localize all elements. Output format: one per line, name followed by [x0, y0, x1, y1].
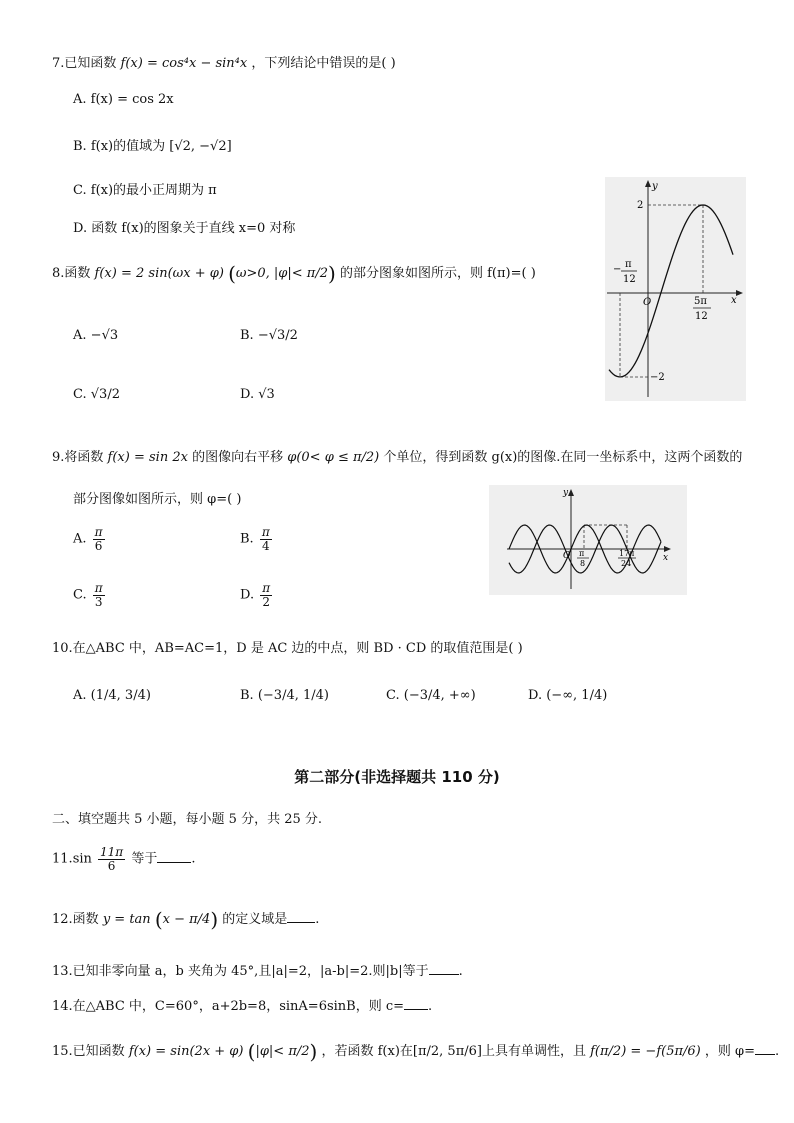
q8-ymin-label: −2: [650, 372, 665, 383]
q7-option-d: D. 函数 f(x)的图象关于直线 x=0 对称: [73, 221, 296, 236]
q15-answer-blank[interactable]: [755, 1054, 775, 1055]
q8-xleft-sign: −: [613, 264, 622, 275]
q8-ymax-label: 2: [637, 200, 644, 211]
q7-function: f(x) = cos⁴x − sin⁴x: [120, 56, 248, 71]
q7-option-a: A. f(x) = cos 2x: [73, 92, 174, 107]
q8-x-label: x: [731, 295, 737, 306]
q8-option-d: D. √3: [240, 387, 275, 402]
q9-option-a: A. $\frac{\pi}{6}$: [73, 525, 103, 553]
q9-option-d: D. $\frac{\pi}{2}$: [240, 581, 271, 609]
q12: 12.函数 y = tan (x − π/4) 的定义域是 .: [52, 907, 320, 932]
q10-option-d: D. (−∞, 1/4): [528, 688, 608, 703]
q9-stem: 9.将函数 f(x) = sin 2x 的图像向右平移 φ(0< φ ≤ π/2) 个单位，得到函数 g(x)的图像.在同一坐标系中，这两个函数的: [52, 450, 743, 465]
q7-option-c: C. f(x)的最小正周期为 π: [73, 183, 217, 198]
q8-option-a: A. −√3: [73, 328, 119, 343]
q8-y-label: y: [652, 181, 658, 192]
q9-x-label: x: [663, 553, 669, 563]
q8-option-c: C. √3/2: [73, 387, 120, 402]
q11: 11.sin $\frac{11\pi}{6}$ 等于 .: [52, 845, 196, 873]
q9-sine-graph: [489, 485, 687, 595]
q9-stem-line2: 部分图像如图所示，则 φ=( ): [73, 492, 242, 507]
q10-option-a: A. (1/4, 3/4): [73, 688, 151, 703]
q8-origin-label: O: [643, 297, 652, 308]
q7-stem: 7.已知函数 f(x) = cos⁴x − sin⁴x ，下列结论中错误的是( ): [52, 56, 396, 71]
q8-xleft-num: π: [625, 259, 632, 270]
q8-sine-graph: [605, 177, 746, 401]
q15: 15.已知函数 f(x) = sin(2x + φ) (|φ|< π/2) ，若函数 f(x)在[π/2, 5π/6]上具有单调性，且 f(π/2) = −f(5π/6) ，则 φ= .: [52, 1039, 780, 1064]
q10-option-b: B. (−3/4, 1/4): [240, 688, 329, 703]
q9-function: f(x) = sin 2x: [107, 450, 188, 465]
q8-xleft-den: 12: [623, 274, 636, 285]
q9-tick1-num: π: [579, 549, 585, 558]
q8-xright-num: 5π: [694, 296, 707, 307]
q8-xright-den: 12: [695, 311, 708, 322]
q9-tick2-den: 24: [621, 559, 632, 568]
part2-intro: 二、填空题共 5 小题，每小题 5 分，共 25 分.: [52, 812, 323, 827]
q8-condition: ω>0, |φ|< π/2: [235, 266, 329, 281]
q9-option-c: C. $\frac{\pi}{3}$: [73, 581, 103, 609]
q14-answer-blank[interactable]: [404, 1009, 428, 1010]
part2-title: 第二部分(非选择题共 110 分): [294, 768, 500, 786]
q9-tick2-num: 17π: [619, 549, 635, 558]
q8-option-b: B. −√3/2: [240, 328, 298, 343]
q9-shift: φ(0< φ ≤ π/2): [287, 450, 380, 465]
q14: 14.在△ABC 中，C=60°，a+2b=8，sinA=6sinB，则 c= .: [52, 999, 433, 1014]
q13: 13.已知非零向量 a，b 夹角为 45°,且|a|=2，|a-b|=2.则|b|等于 .: [52, 964, 463, 979]
q10-option-c: C. (−3/4, +∞): [386, 688, 476, 703]
q10-stem: 10.在△ABC 中，AB=AC=1，D 是 AC 边的中点，则 BD · CD 的取值范围是( ): [52, 641, 523, 656]
q7-option-b: B. f(x)的值域为 [√2, −√2]: [73, 139, 232, 154]
q9-origin-label: O: [563, 551, 571, 561]
q11-answer-blank[interactable]: [157, 862, 191, 863]
q9-option-b: B. $\frac{\pi}{4}$: [240, 525, 270, 553]
q8-function: f(x) = 2 sin(ωx + φ): [94, 266, 224, 281]
q8-stem: 8.函数 f(x) = 2 sin(ωx + φ) (ω>0, |φ|< π/2) 的部分图象如图所示，则 f(π)=( ): [52, 261, 536, 286]
q12-answer-blank[interactable]: [287, 922, 315, 923]
q13-answer-blank[interactable]: [429, 974, 459, 975]
q9-y-label: y: [563, 488, 569, 498]
q9-tick1-den: 8: [580, 559, 586, 568]
